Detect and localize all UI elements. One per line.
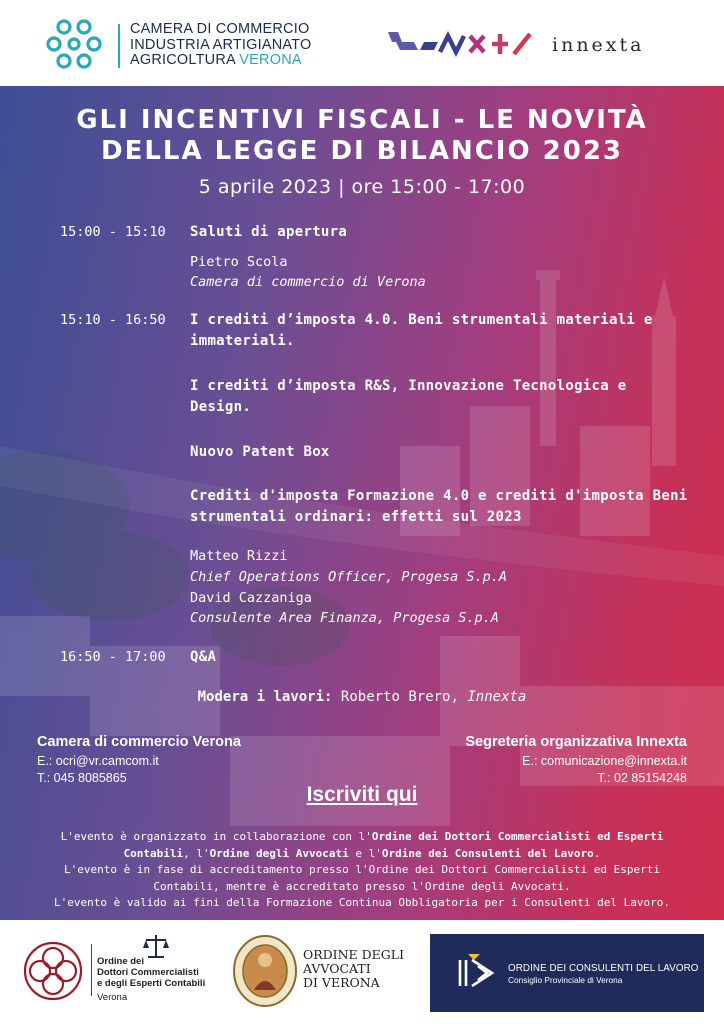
contact-title: Camera di commercio Verona [37, 734, 241, 750]
event-datetime: 5 aprile 2023 | ore 15:00 - 17:00 [198, 176, 526, 198]
avvocati-seal-icon [232, 934, 298, 1008]
register-link[interactable]: Iscriviti qui [306, 783, 418, 806]
agenda-time: 16:50 - 17:00 [60, 649, 166, 665]
speaker-role: Consulente Area Finanza, Progesa S.p.A [190, 610, 499, 626]
header-divider [118, 24, 120, 68]
odcec-name: Ordine dei Dottori Commercialisti e degli Esperti Contabili Verona [97, 956, 206, 1003]
event-title-line2: DELLA LEGGE DI BILANCIO 2023 [101, 136, 623, 166]
moderator-line: Modera i lavori: Roberto Brero, Innexta [197, 689, 527, 705]
speaker-name: Matteo Rizzi [190, 548, 288, 564]
agenda-item: Q&A [190, 649, 217, 665]
contact-email[interactable]: E.: ocri@vr.camcom.it [37, 754, 159, 768]
speaker-name: David Cazzaniga [190, 590, 312, 606]
consulenti-lavoro-logo [430, 934, 704, 1012]
agenda-item: I crediti d’imposta R&S, Innovazione Tecnologica e Design. [190, 378, 627, 415]
innexta-logo-icon [388, 28, 538, 58]
note-collaboration: L'evento è organizzato in collaborazione con l'Ordine dei Dottori Commercialisti ed Esperti Contabili, l'Ordine degli Avvocati e l'Ordine dei Consulenti del Lavoro. [60, 830, 664, 860]
contact-email[interactable]: E.: comunicazione@innexta.it [522, 754, 687, 768]
footer-logos [0, 920, 724, 1024]
header [0, 0, 724, 86]
event-title-line1: GLI INCENTIVI FISCALI - LE NOVITÀ [76, 105, 648, 135]
contact-title: Segreteria organizzativa Innexta [465, 734, 687, 750]
hero-section [0, 86, 724, 920]
cdl-title: ORDINE DEI CONSULENTI DEL LAVORO [508, 963, 699, 974]
agenda-time: 15:10 - 16:50 [60, 312, 166, 328]
note-accreditation: L'evento è in fase di accreditamento presso l'Ordine dei Dottori Commercialisti ed Esperti Contabili, mentre è accreditato presso l'Ordine degli Avvocati. [63, 863, 661, 893]
camcom-logo-icon [44, 14, 104, 74]
event-notes [30, 829, 694, 912]
odcec-divider [91, 944, 92, 996]
agenda-item: Nuovo Patent Box [190, 444, 330, 460]
avvocati-name: ORDINE DEGLI AVVOCATI DI VERONA [303, 947, 405, 990]
agenda-item: Crediti d'imposta Formazione 4.0 e crediti d'imposta Beni strumentali ordinari: effetti sul 2023 [190, 488, 688, 525]
speaker-name: Pietro Scola [190, 254, 288, 270]
cdl-subtitle: Consiglio Provinciale di Verona [508, 975, 623, 985]
contact-phone: T.: 02 85154248 [597, 771, 687, 785]
speaker-role: Chief Operations Officer, Progesa S.p.A [190, 569, 507, 585]
cdl-logo-icon [456, 952, 498, 992]
camcom-name: CAMERA DI COMMERCIO INDUSTRIA ARTIGIANATO AGRICOLTURA VERONA [130, 21, 312, 68]
note-validity: L'evento è valido ai fini della Formazione Continua Obbligatoria per i Consulenti del Lavoro. [54, 896, 670, 909]
agenda-time: 15:00 - 15:10 [60, 224, 166, 240]
contact-phone: T.: 045 8085865 [37, 771, 127, 785]
odcec-logo-icon [22, 940, 84, 1002]
innexta-wordmark: innexta [552, 34, 645, 56]
speaker-role: Camera di commercio di Verona [190, 274, 426, 290]
contact-innexta [465, 734, 687, 787]
contact-camcom [37, 734, 241, 787]
agenda-item: I crediti d’imposta 4.0. Beni strumentali materiali e immateriali. [190, 312, 653, 349]
agenda-item: Saluti di apertura [190, 224, 348, 240]
